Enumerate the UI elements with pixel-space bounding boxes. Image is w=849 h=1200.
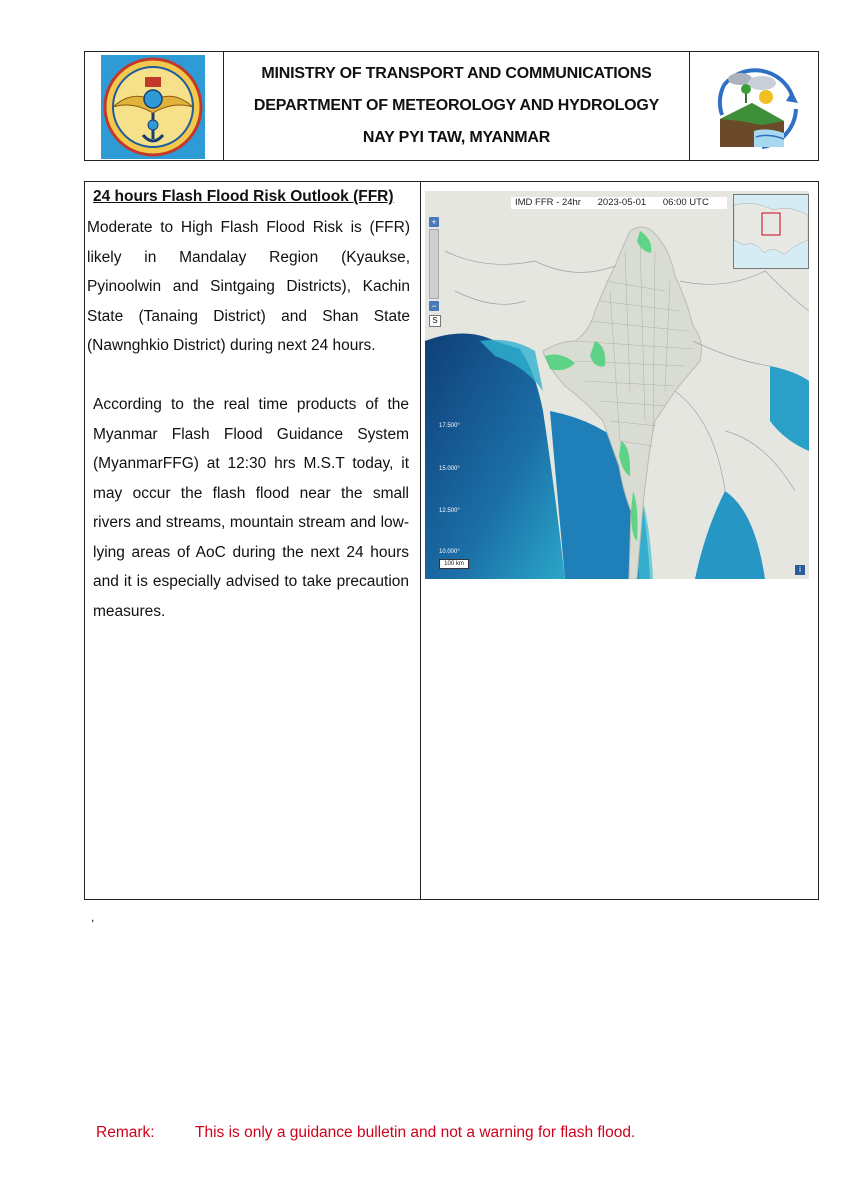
header-line-ministry: MINISTRY OF TRANSPORT AND COMMUNICATIONS — [261, 65, 652, 82]
lat-label: 12.500° — [439, 508, 460, 514]
dmh-logo-cell — [689, 52, 818, 160]
header-title-block — [223, 52, 690, 160]
flash-flood-risk-map[interactable] — [425, 191, 809, 579]
map-product-label: IMD FFR - 24hr — [515, 197, 581, 208]
header-table — [84, 51, 819, 161]
map-time-label: 06:00 UTC — [662, 197, 709, 208]
lat-label: 17.500° — [439, 423, 460, 429]
remark-label: Remark: — [96, 1124, 155, 1141]
ministry-emblem-logo — [101, 55, 205, 159]
remark-text: This is only a guidance bulletin and not a warning for flash flood. — [195, 1124, 636, 1141]
header-line-department: DEPARTMENT OF METEOROLOGY AND HYDROLOGY — [253, 97, 660, 114]
lat-label: 10.000° — [439, 549, 460, 555]
map-date-label: 2023-05-01 — [597, 197, 647, 208]
zoom-in-button[interactable]: + — [429, 217, 439, 227]
column-divider — [420, 182, 421, 899]
section-title: 24 hours Flash Flood Risk Outlook (FFR) — [93, 188, 394, 205]
dmh-logo — [702, 55, 806, 159]
info-icon[interactable]: i — [795, 565, 805, 575]
overview-minimap[interactable] — [733, 194, 809, 269]
layer-switch-button[interactable]: S — [429, 315, 441, 327]
guidance-paragraph: According to the real time products of the Myanmar Flash Flood Guidance System (MyanmarFFG) at 12:30 hrs M.S.T today, it may occur the flash flood near the small rivers and streams, mountain stream and low-lying areas of AoC during the next 24 hours and it is especially advised to take precaution measures. — [93, 396, 409, 620]
map-caption — [511, 197, 727, 209]
zoom-slider[interactable] — [429, 229, 439, 299]
ministry-emblem-cell — [85, 52, 224, 160]
outlook-paragraph: Moderate to High Flash Flood Risk is (FFR) likely in Mandalay Region (Kyaukse, Pyinoolwin and Sintgaing Districts), Kachin State (Tanaing District) and Shan State (Nawnghkio District) during next 24 hours. — [87, 219, 410, 354]
footnote-mark: , — [91, 910, 95, 924]
zoom-out-button[interactable]: − — [429, 301, 439, 311]
header-line-location: NAY PYI TAW, MYANMAR — [362, 129, 551, 146]
minimap-canvas — [734, 195, 808, 268]
lat-label: 15.000° — [439, 466, 460, 472]
scale-bar: 100 km — [439, 559, 469, 569]
content-table — [84, 181, 819, 900]
